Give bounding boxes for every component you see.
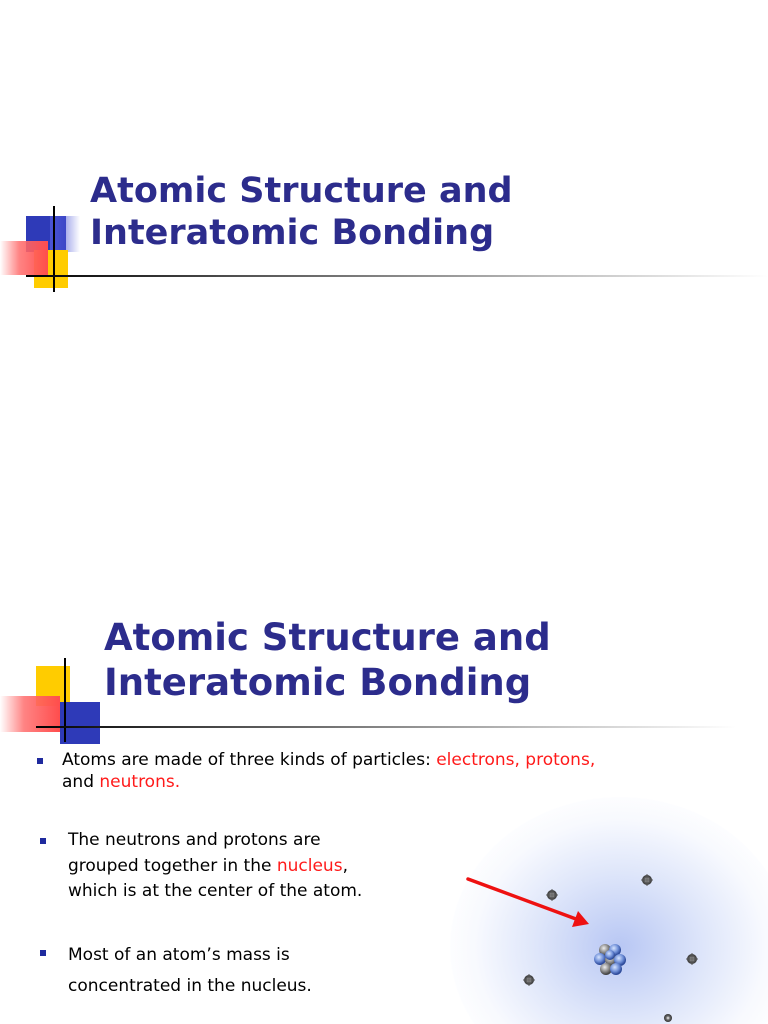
slide-title (90, 170, 513, 254)
bullet-2-highlight: nucleus (276, 855, 343, 876)
bullet-3 (68, 940, 312, 1002)
bullet-1-text: Atoms are made of three kinds of particles: (62, 750, 437, 770)
red-arrow-icon (468, 879, 589, 927)
atom-illustration (450, 852, 750, 1024)
slide-title-line1: Atomic Structure and (90, 171, 513, 211)
electron-icon (641, 874, 653, 886)
slide-title (104, 615, 551, 705)
bullet-2-line1: The neutrons and protons are (68, 830, 321, 850)
bullet-1-highlight-2: neutrons. (99, 772, 181, 792)
red-square-decoration (0, 241, 48, 275)
electron-icon (664, 1014, 672, 1022)
bullet-3-line1: Most of an atom’s mass is (68, 945, 290, 965)
square-bullet-icon (40, 950, 46, 956)
bullet-2-comma: , (342, 855, 348, 876)
nucleus-icon (594, 944, 626, 975)
electron-icon (686, 953, 698, 965)
slide-title-line2: Interatomic Bonding (104, 661, 532, 704)
bullet-1-highlight: electrons, protons, (436, 750, 596, 770)
vertical-rule (64, 658, 66, 742)
blue-square-decoration (60, 702, 100, 744)
square-bullet-icon (37, 758, 43, 764)
content-slide (0, 512, 768, 1024)
bullet-2-line3: which is at the center of the atom. (68, 881, 363, 901)
square-bullet-icon (40, 838, 46, 844)
slide-title-line2: Interatomic Bonding (90, 213, 495, 253)
horizontal-rule (36, 726, 736, 728)
bullet-3-line2: concentrated in the nucleus. (68, 976, 312, 996)
bullet-1 (62, 749, 595, 793)
vertical-rule (53, 206, 55, 292)
bullet-2 (68, 828, 362, 905)
horizontal-rule (26, 275, 768, 277)
electron-icon (546, 889, 558, 901)
bullet-1-text-2: and (62, 772, 100, 792)
slide-title-line1: Atomic Structure and (104, 616, 551, 659)
bullet-2-line2: grouped together in the (68, 855, 277, 876)
electron-icon (523, 974, 535, 986)
